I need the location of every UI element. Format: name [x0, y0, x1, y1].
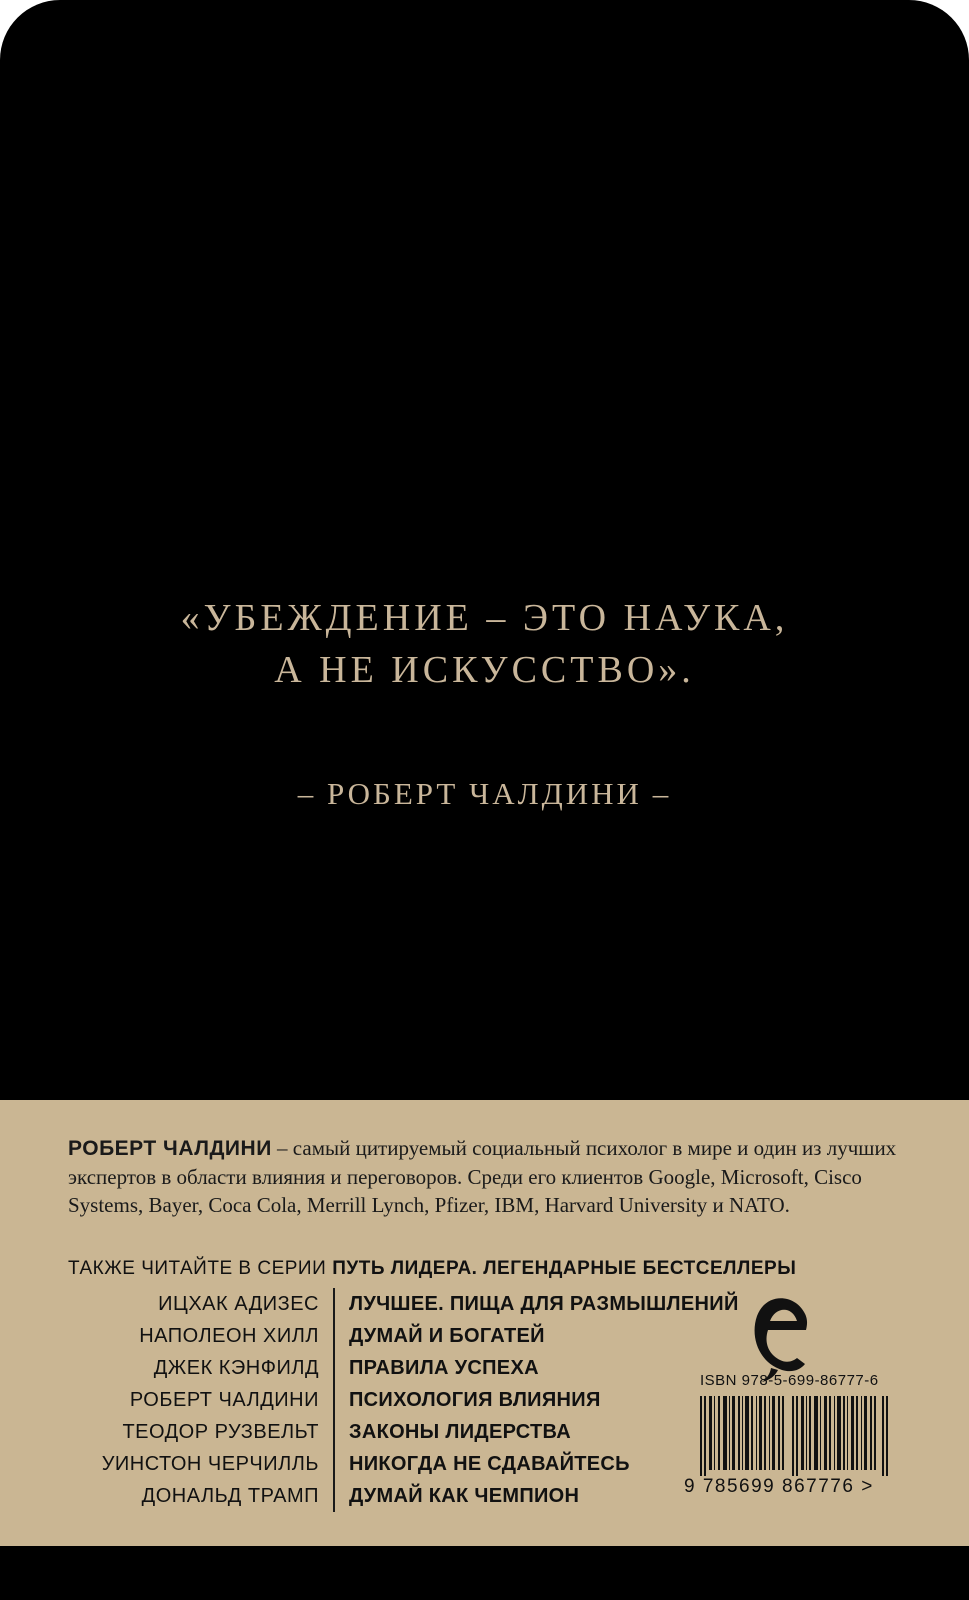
book-author: НАПОЛЕОН ХИЛЛ [40, 1320, 335, 1352]
series-prefix: ТАКЖЕ ЧИТАЙТЕ В СЕРИИ [68, 1258, 327, 1279]
book-row [40, 1352, 739, 1384]
book-row [40, 1448, 739, 1480]
book-title: ПСИХОЛОГИЯ ВЛИЯНИЯ [349, 1389, 601, 1411]
author-bio-text: – самый цитируемый социальный психолог в мире и один из лучших экспертов в области влияния и переговоров. Среди его клиентов Google, Microsoft, Cisco Systems, Bayer, Coca Cola, Merrill Lynch, Pfizer, IBM, Harvard University и NATO. [68, 1136, 897, 1217]
book-title: ЗАКОНЫ ЛИДЕРСТВА [349, 1421, 572, 1443]
book-author: ИЦХАК АДИЗЕС [40, 1288, 335, 1320]
book-row [40, 1288, 739, 1320]
book-title: ДУМАЙ И БОГАТЕЙ [349, 1325, 545, 1347]
book-author: ДЖЕК КЭНФИЛД [40, 1352, 335, 1384]
book-author: ТЕОДОР РУЗВЕЛЬТ [40, 1416, 335, 1448]
series-name: ПУТЬ ЛИДЕРА. ЛЕГЕНДАРНЫЕ БЕСТСЕЛЛЕРЫ [332, 1258, 797, 1279]
quote-line-1: «УБЕЖДЕНИЕ – ЭТО НАУКА, [180, 597, 789, 639]
quote-attribution: – РОБЕРТ ЧАЛДИНИ – [297, 776, 672, 811]
isbn-label: ISBN 978-5-699-86777-6 [700, 1372, 879, 1389]
book-row [40, 1416, 739, 1448]
author-name: РОБЕРТ ЧАЛДИНИ [68, 1137, 272, 1160]
info-panel [0, 1100, 969, 1546]
book-list [40, 1288, 739, 1512]
quote [0, 592, 969, 696]
barcode [700, 1396, 900, 1476]
author-bio [68, 1134, 908, 1219]
book-row [40, 1480, 739, 1512]
barcode-digits: 9 785699 867776 > [684, 1476, 874, 1497]
quote-line-2: А НЕ ИСКУССТВО». [274, 649, 695, 691]
book-row [40, 1384, 739, 1416]
book-title: ПРАВИЛА УСПЕХА [349, 1357, 539, 1379]
book-author: УИНСТОН ЧЕРЧИЛЛЬ [40, 1448, 335, 1480]
book-title: ЛУЧШЕЕ. ПИЩА ДЛЯ РАЗМЫШЛЕНИЙ [349, 1293, 739, 1315]
book-title: ДУМАЙ КАК ЧЕМПИОН [349, 1485, 580, 1507]
book-author: РОБЕРТ ЧАЛДИНИ [40, 1384, 335, 1416]
series-line [68, 1258, 796, 1280]
book-title: НИКОГДА НЕ СДАВАЙТЕСЬ [349, 1453, 630, 1475]
book-row [40, 1320, 739, 1352]
book-author: ДОНАЛЬД ТРАМП [40, 1480, 335, 1512]
